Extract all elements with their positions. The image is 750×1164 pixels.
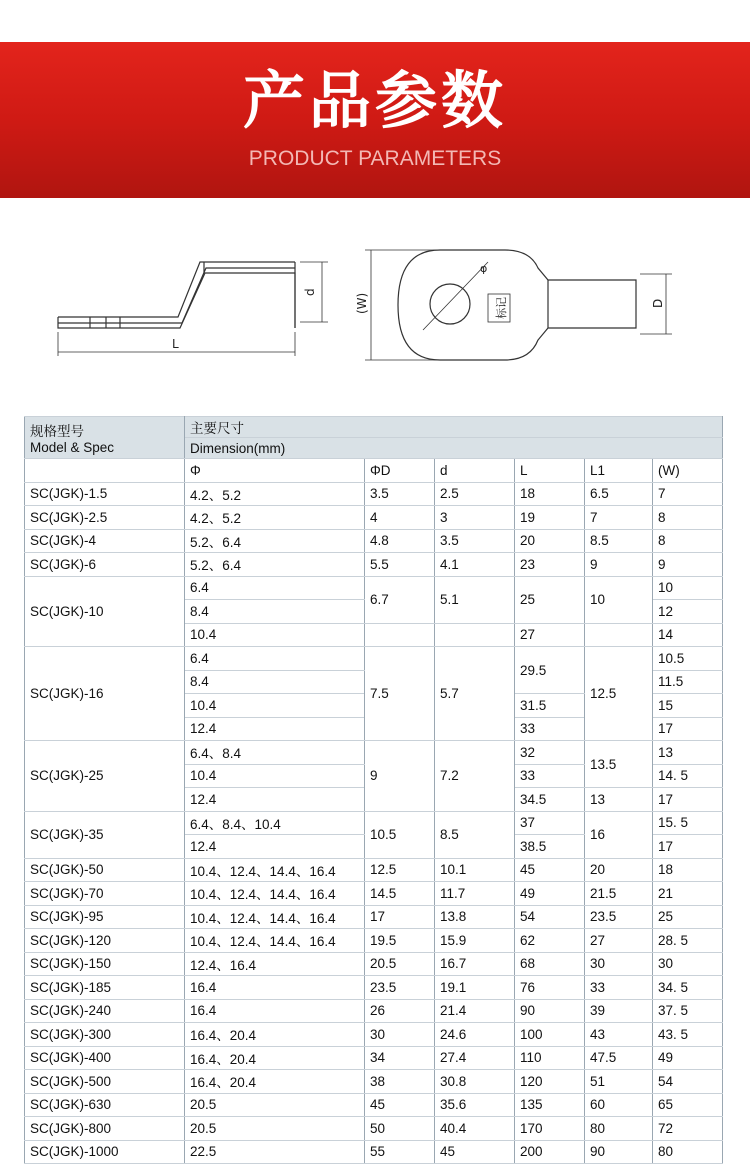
table-row [25, 1046, 723, 1070]
col-header-L1: L1 [585, 459, 653, 483]
d-cell: 4.1 [435, 553, 515, 577]
L-cell: 27 [515, 623, 585, 647]
d-cell: 8.5 [435, 811, 515, 858]
W-cell: 17 [653, 788, 723, 812]
diagram-label-d: d [303, 288, 317, 296]
header-spec-cn: 规格型号 [30, 424, 84, 439]
model-cell: SC(JGK)-2.5 [25, 506, 185, 530]
d-cell: 13.8 [435, 905, 515, 929]
L-cell: 33 [515, 717, 585, 741]
model-cell: SC(JGK)-50 [25, 858, 185, 882]
W-cell: 18 [653, 858, 723, 882]
model-cell: SC(JGK)-95 [25, 905, 185, 929]
L1-cell: 30 [585, 952, 653, 976]
phiD-cell: 10.5 [365, 811, 435, 858]
W-cell: 15. 5 [653, 811, 723, 835]
phi-cell: 6.4、8.4 [185, 741, 365, 765]
L-cell: 33 [515, 764, 585, 788]
L1-cell: 20 [585, 858, 653, 882]
phi-cell: 10.4 [185, 623, 365, 647]
terminal-lug-drawing [0, 232, 750, 382]
phiD-cell: 26 [365, 999, 435, 1023]
header-dim-en: Dimension(mm) [185, 438, 723, 459]
d-cell: 7.2 [435, 741, 515, 812]
table-row [25, 647, 723, 671]
table-row [25, 1023, 723, 1047]
d-cell: 24.6 [435, 1023, 515, 1047]
W-cell: 13 [653, 741, 723, 765]
W-cell: 11.5 [653, 670, 723, 694]
banner-subtitle: PRODUCT PARAMETERS [248, 147, 502, 170]
front-view [365, 250, 672, 360]
phiD-cell: 6.7 [365, 576, 435, 623]
d-cell: 45 [435, 1140, 515, 1164]
L1-cell: 90 [585, 1140, 653, 1164]
phi-cell: 10.4、12.4、14.4、16.4 [185, 858, 365, 882]
phiD-cell: 4 [365, 506, 435, 530]
W-cell: 49 [653, 1046, 723, 1070]
header-spec [25, 417, 185, 459]
col-header-phi: Φ [185, 459, 365, 483]
W-cell: 43. 5 [653, 1023, 723, 1047]
table-row [25, 482, 723, 506]
W-cell: 34. 5 [653, 976, 723, 1000]
model-cell: SC(JGK)-630 [25, 1093, 185, 1117]
W-cell: 7 [653, 482, 723, 506]
W-cell: 21 [653, 882, 723, 906]
phi-cell: 8.4 [185, 600, 365, 624]
phi-cell: 16.4 [185, 976, 365, 1000]
phiD-cell: 19.5 [365, 929, 435, 953]
table-row [25, 858, 723, 882]
L-cell: 20 [515, 529, 585, 553]
model-cell: SC(JGK)-70 [25, 882, 185, 906]
L-cell: 19 [515, 506, 585, 530]
header-spec-en: Model & Spec [30, 440, 115, 455]
phi-cell: 5.2、6.4 [185, 553, 365, 577]
phi-cell: 12.4 [185, 788, 365, 812]
W-cell: 17 [653, 717, 723, 741]
diagram-label-D: D [651, 298, 665, 308]
L1-cell: 43 [585, 1023, 653, 1047]
model-cell: SC(JGK)-16 [25, 647, 185, 741]
phi-cell: 16.4 [185, 999, 365, 1023]
table-row [25, 811, 723, 835]
model-cell: SC(JGK)-150 [25, 952, 185, 976]
phi-cell: 5.2、6.4 [185, 529, 365, 553]
phi-cell: 8.4 [185, 670, 365, 694]
d-cell: 19.1 [435, 976, 515, 1000]
header-dim-cn: 主要尺寸 [185, 417, 723, 438]
L-cell: 100 [515, 1023, 585, 1047]
d-cell: 21.4 [435, 999, 515, 1023]
L1-cell: 12.5 [585, 647, 653, 741]
col-header-phiD: ΦD [365, 459, 435, 483]
W-cell: 80 [653, 1140, 723, 1164]
phiD-cell: 12.5 [365, 858, 435, 882]
phiD-cell-empty [365, 623, 435, 647]
W-cell: 28. 5 [653, 929, 723, 953]
L1-cell: 16 [585, 811, 653, 858]
L-cell: 170 [515, 1117, 585, 1141]
W-cell: 12 [653, 600, 723, 624]
phi-cell: 4.2、5.2 [185, 506, 365, 530]
d-cell: 3 [435, 506, 515, 530]
phiD-cell: 20.5 [365, 952, 435, 976]
L1-cell: 21.5 [585, 882, 653, 906]
L1-cell: 39 [585, 999, 653, 1023]
side-view [58, 262, 328, 356]
table-row [25, 529, 723, 553]
L1-cell: 33 [585, 976, 653, 1000]
W-cell: 37. 5 [653, 999, 723, 1023]
L-cell: 31.5 [515, 694, 585, 718]
model-cell: SC(JGK)-1000 [25, 1140, 185, 1164]
table-row [25, 1070, 723, 1094]
d-cell: 15.9 [435, 929, 515, 953]
model-cell: SC(JGK)-185 [25, 976, 185, 1000]
phiD-cell: 30 [365, 1023, 435, 1047]
spec-table [24, 416, 723, 1164]
L-cell: 29.5 [515, 647, 585, 694]
L1-cell: 47.5 [585, 1046, 653, 1070]
model-cell: SC(JGK)-120 [25, 929, 185, 953]
phiD-cell: 50 [365, 1117, 435, 1141]
phiD-cell: 9 [365, 741, 435, 812]
phi-cell: 12.4 [185, 835, 365, 859]
L1-cell: 6.5 [585, 482, 653, 506]
model-cell: SC(JGK)-240 [25, 999, 185, 1023]
L1-cell: 10 [585, 576, 653, 623]
model-cell: SC(JGK)-25 [25, 741, 185, 812]
L1-cell: 51 [585, 1070, 653, 1094]
L-cell: 62 [515, 929, 585, 953]
L1-cell: 27 [585, 929, 653, 953]
W-cell: 8 [653, 506, 723, 530]
table-row [25, 1093, 723, 1117]
phi-cell: 12.4 [185, 717, 365, 741]
L-cell: 49 [515, 882, 585, 906]
L1-cell: 8.5 [585, 529, 653, 553]
phi-cell: 10.4 [185, 764, 365, 788]
L-cell: 68 [515, 952, 585, 976]
phi-cell: 4.2、5.2 [185, 482, 365, 506]
d-cell: 27.4 [435, 1046, 515, 1070]
model-cell: SC(JGK)-35 [25, 811, 185, 858]
L1-cell: 23.5 [585, 905, 653, 929]
phi-cell: 6.4 [185, 576, 365, 600]
L-cell: 76 [515, 976, 585, 1000]
model-cell: SC(JGK)-800 [25, 1117, 185, 1141]
phi-cell: 20.5 [185, 1093, 365, 1117]
diagram-label-mark: 标记 [495, 297, 508, 319]
L-cell: 54 [515, 905, 585, 929]
L1-cell: 13.5 [585, 741, 653, 788]
model-cell: SC(JGK)-500 [25, 1070, 185, 1094]
L1-cell-empty [585, 623, 653, 647]
diagram-label-phi: φ [480, 262, 488, 275]
W-cell: 72 [653, 1117, 723, 1141]
table-row [25, 999, 723, 1023]
model-cell: SC(JGK)-300 [25, 1023, 185, 1047]
phi-cell: 6.4 [185, 647, 365, 671]
phiD-cell: 14.5 [365, 882, 435, 906]
phi-cell: 10.4、12.4、14.4、16.4 [185, 905, 365, 929]
d-cell: 11.7 [435, 882, 515, 906]
phiD-cell: 5.5 [365, 553, 435, 577]
L1-cell: 60 [585, 1093, 653, 1117]
d-cell: 30.8 [435, 1070, 515, 1094]
phiD-cell: 3.5 [365, 482, 435, 506]
phiD-cell: 55 [365, 1140, 435, 1164]
d-cell: 2.5 [435, 482, 515, 506]
col-header-d: d [435, 459, 515, 483]
phiD-cell: 23.5 [365, 976, 435, 1000]
phiD-cell: 7.5 [365, 647, 435, 741]
L1-cell: 13 [585, 788, 653, 812]
d-cell: 3.5 [435, 529, 515, 553]
diagram-label-L: L [172, 337, 179, 351]
L-cell: 18 [515, 482, 585, 506]
model-cell: SC(JGK)-6 [25, 553, 185, 577]
phiD-cell: 45 [365, 1093, 435, 1117]
model-cell: SC(JGK)-4 [25, 529, 185, 553]
L1-cell: 7 [585, 506, 653, 530]
W-cell: 8 [653, 529, 723, 553]
d-cell-empty [435, 623, 515, 647]
table-row [25, 976, 723, 1000]
phiD-cell: 38 [365, 1070, 435, 1094]
phi-cell: 10.4、12.4、14.4、16.4 [185, 882, 365, 906]
L-cell: 90 [515, 999, 585, 1023]
table-row [25, 952, 723, 976]
W-cell: 65 [653, 1093, 723, 1117]
L1-cell: 9 [585, 553, 653, 577]
d-cell: 40.4 [435, 1117, 515, 1141]
W-cell: 14 [653, 623, 723, 647]
W-cell: 15 [653, 694, 723, 718]
table-row [25, 1140, 723, 1164]
W-cell: 54 [653, 1070, 723, 1094]
phi-cell: 20.5 [185, 1117, 365, 1141]
col-header-W: (W) [653, 459, 723, 483]
W-cell: 30 [653, 952, 723, 976]
W-cell: 9 [653, 553, 723, 577]
W-cell: 17 [653, 835, 723, 859]
L-cell: 120 [515, 1070, 585, 1094]
d-cell: 35.6 [435, 1093, 515, 1117]
L-cell: 34.5 [515, 788, 585, 812]
phi-cell: 10.4、12.4、14.4、16.4 [185, 929, 365, 953]
L-cell: 200 [515, 1140, 585, 1164]
table-row [25, 1117, 723, 1141]
d-cell: 5.1 [435, 576, 515, 623]
table-row [25, 882, 723, 906]
col-header-L: L [515, 459, 585, 483]
W-cell: 25 [653, 905, 723, 929]
phiD-cell: 34 [365, 1046, 435, 1070]
d-cell: 16.7 [435, 952, 515, 976]
L-cell: 135 [515, 1093, 585, 1117]
W-cell: 10.5 [653, 647, 723, 671]
phi-cell: 16.4、20.4 [185, 1070, 365, 1094]
phi-cell: 22.5 [185, 1140, 365, 1164]
table-row [25, 506, 723, 530]
d-cell: 10.1 [435, 858, 515, 882]
L-cell: 38.5 [515, 835, 585, 859]
L-cell: 25 [515, 576, 585, 623]
table-row [25, 741, 723, 765]
phi-cell: 10.4 [185, 694, 365, 718]
model-cell: SC(JGK)-10 [25, 576, 185, 647]
table-row [25, 905, 723, 929]
table-row [25, 929, 723, 953]
table-row [25, 553, 723, 577]
L-cell: 45 [515, 858, 585, 882]
L1-cell: 80 [585, 1117, 653, 1141]
W-cell: 14. 5 [653, 764, 723, 788]
banner-title: 产品参数 [242, 64, 507, 137]
diagram-label-W: (W) [355, 292, 369, 314]
model-cell: SC(JGK)-1.5 [25, 482, 185, 506]
L-cell: 37 [515, 811, 585, 835]
L-cell: 23 [515, 553, 585, 577]
title-banner [0, 42, 750, 198]
d-cell: 5.7 [435, 647, 515, 741]
L-cell: 32 [515, 741, 585, 765]
phi-cell: 16.4、20.4 [185, 1046, 365, 1070]
phi-cell: 16.4、20.4 [185, 1023, 365, 1047]
W-cell: 10 [653, 576, 723, 600]
phiD-cell: 17 [365, 905, 435, 929]
model-cell: SC(JGK)-400 [25, 1046, 185, 1070]
phiD-cell: 4.8 [365, 529, 435, 553]
phi-cell: 6.4、8.4、10.4 [185, 811, 365, 835]
table-row [25, 576, 723, 600]
L-cell: 110 [515, 1046, 585, 1070]
phi-cell: 12.4、16.4 [185, 952, 365, 976]
